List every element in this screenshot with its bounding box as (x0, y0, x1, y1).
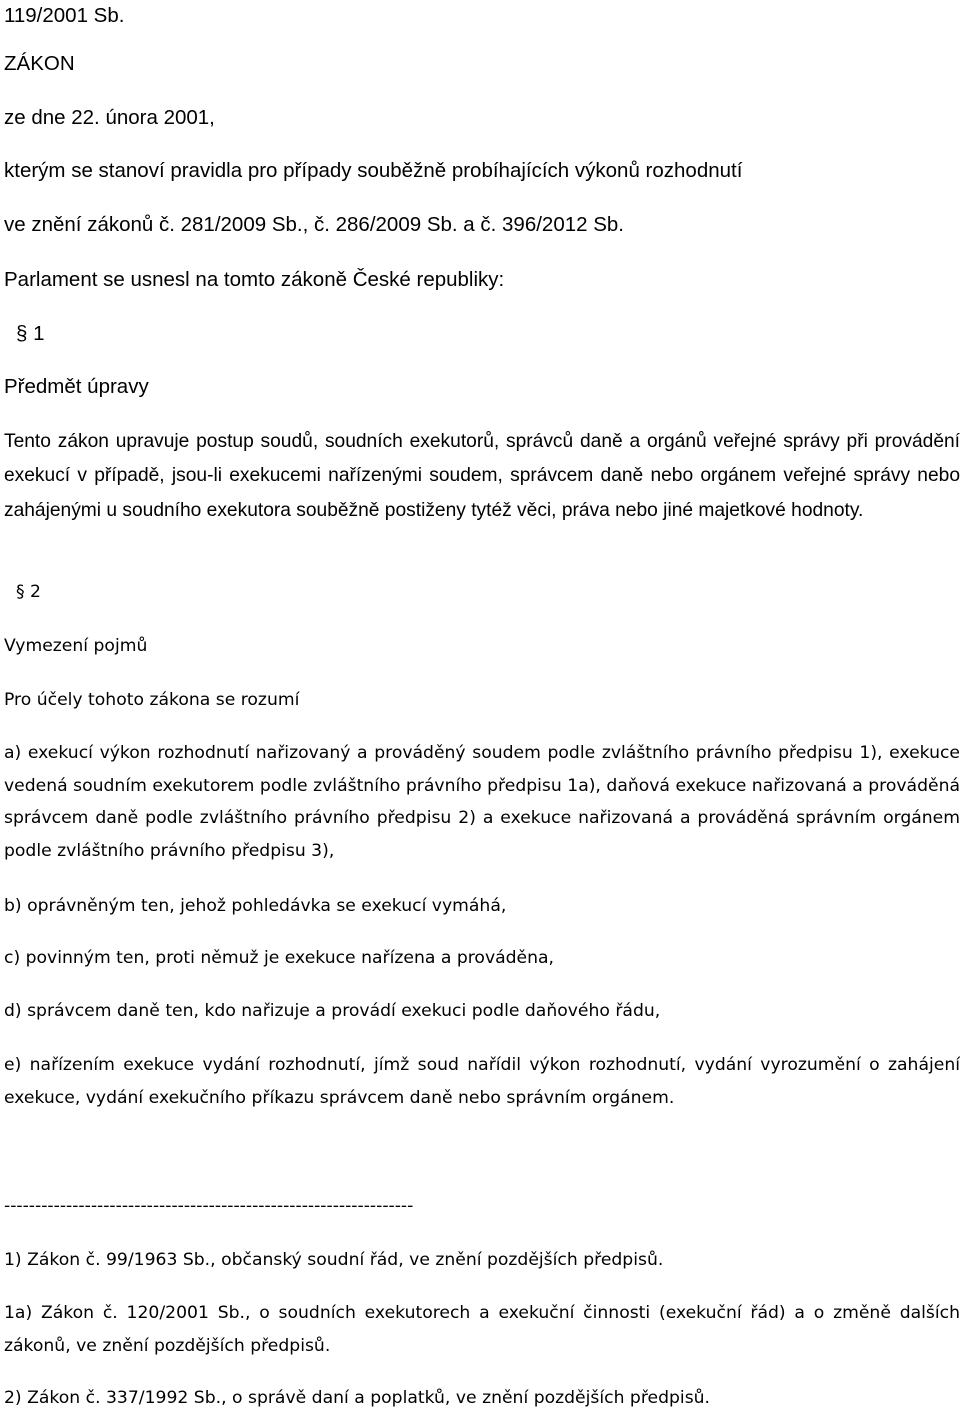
footnote-2: 2) Zákon č. 337/1992 Sb., o správě daní a poplatků, ve znění pozdějších předpisů. (4, 1388, 711, 1408)
section-2-title: Vymezení pojmů (4, 636, 148, 656)
section-1-title: Předmět úpravy (4, 375, 149, 398)
law-number: 119/2001 Sb. (4, 4, 125, 27)
law-subject: kterým se stanoví pravidla pro případy souběžně probíhajících výkonů rozhodnutí (4, 159, 743, 182)
law-date: ze dne 22. února 2001, (4, 106, 215, 129)
footnote-1: 1) Zákon č. 99/1963 Sb., občanský soudní řád, ve znění pozdějších předpisů. (4, 1250, 664, 1270)
section-2-number: § 2 (16, 582, 41, 602)
definition-item-c: c) povinným ten, proti němuž je exekuce nařízena a prováděna, (4, 948, 555, 968)
footnote-1a: 1a) Zákon č. 120/2001 Sb., o soudních exekutorech a exekuční činnosti (exekuční řád) a o změně dalších zákonů, ve znění pozdějších předpisů. (4, 1303, 960, 1356)
section-1-text: Tento zákon upravuje postup soudů, soudních exekutorů, správců daně a orgánů veřejné správy při provádění exekucí v případě, jsou-li exekucemi nařízenými soudem, správcem daně nebo orgánem veřejné správy nebo zahájenými u soudního exekutora souběžně postiženy tytéž věci, práva nebo jiné majetkové hodnoty. (4, 431, 960, 521)
definition-item-d: d) správcem daně ten, kdo nařizuje a provádí exekuci podle daňového řádu, (4, 1001, 661, 1021)
definition-item-b: b) oprávněným ten, jehož pohledávka se exekucí vymáhá, (4, 896, 507, 916)
section-2-intro: Pro účely tohoto zákona se rozumí (4, 690, 300, 710)
law-amendments: ve znění zákonů č. 281/2009 Sb., č. 286/2009 Sb. a č. 396/2012 Sb. (4, 213, 625, 236)
definition-item-a: a) exekucí výkon rozhodnutí nařizovaný a prováděný soudem podle zvláštního právního předpisu 1), exekuce vedená soudním exekutorem podle zvláštního právního předpisu 1a), daňová exekuce nařizovaná a prováděná správcem daně podle zvláštního právního předpisu 2) a exekuce nařizovaná a prováděná správním orgánem podle zvláštního právního předpisu 3), (4, 743, 960, 861)
law-type-heading: ZÁKON (4, 52, 75, 75)
law-preamble: Parlament se usnesl na tomto zákoně České republiky: (4, 268, 505, 291)
section-1-number: § 1 (16, 322, 45, 345)
footnote-separator: ------------------------------------------------------------------ (4, 1196, 414, 1216)
definition-item-e: e) nařízením exekuce vydání rozhodnutí, jímž soud nařídil výkon rozhodnutí, vydání vyrozumění o zahájení exekuce, vydání exekučního příkazu správcem daně nebo správním orgánem. (4, 1055, 960, 1108)
